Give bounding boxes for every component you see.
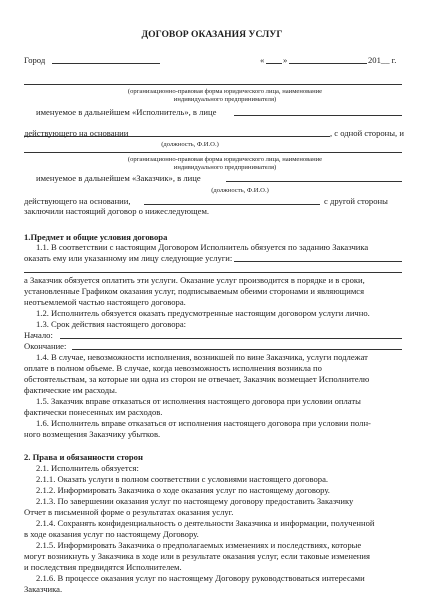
- party2-named-as: именуемое в дальнейшем «Заказчик», в лице: [36, 173, 201, 183]
- services-blank: [234, 261, 402, 262]
- services-blank-2: [24, 272, 402, 273]
- party1-rep-blank: [234, 115, 402, 116]
- section1-heading: 1.Предмет и общие условия договора: [24, 232, 168, 242]
- section2-line: 2.1.1. Оказать услуги в полном соответствии с условиями настоящего договора.: [36, 474, 329, 484]
- section1-line: фактически понесенных им расходов.: [24, 407, 163, 417]
- party1-side: , с одной стороны, и: [330, 128, 404, 138]
- party1-name-blank: [24, 84, 402, 85]
- section1-line: 1.3. Срок действия настоящего договора:: [36, 319, 187, 329]
- party2-acting-on: действующего на основании,: [24, 196, 131, 206]
- term-end-blank: [72, 349, 402, 350]
- party2-side: с другой стороны: [324, 196, 388, 206]
- party2-caption-b: индивидуального предпринимателя): [173, 164, 277, 171]
- section1-line: обстоятельствам, за которые ни одна из сторон не отвечает, Заказчик возмещает Исполнителю: [24, 374, 370, 384]
- section2-heading: 2. Права и обязанности сторон: [24, 452, 143, 462]
- party1-acting-on: действующего на основании: [24, 128, 129, 138]
- section2-line: 2.1.2. Информировать Заказчика о ходе оказания услуг по настоящему договору.: [36, 485, 330, 495]
- city-blank: [52, 63, 160, 64]
- term-start-blank: [60, 338, 402, 339]
- party1-caption-a: (организационно-правовая форма юридического лица, наименование: [127, 88, 323, 95]
- section2-line: 2.1. Исполнитель обязуется:: [36, 463, 139, 473]
- section2-line: 2.1.4. Сохранять конфиденциальность о деятельности Заказчика и информации, полученной: [36, 518, 375, 528]
- section1-line: 1.1. В соответствии с настоящим Договором Исполнитель обязуется по заданию Заказчика: [36, 242, 369, 252]
- section2-line: 2.1.6. В процессе оказания услуг по настоящему Договору руководствоваться интересами: [36, 573, 365, 583]
- section1-line: оплате в полном объеме. В случае, когда невозможность исполнения возникла по: [24, 363, 322, 373]
- party2-name-blank: [24, 152, 402, 153]
- section2-line: и последствия предвидятся Исполнителем.: [24, 562, 182, 572]
- date-close-quote: »: [283, 55, 288, 65]
- party1-position-caption: (должность, Ф.И.О.): [161, 141, 219, 148]
- section1-line: 1.2. Исполнитель обязуется оказать предусмотренные настоящим договором услуги лично.: [36, 308, 370, 318]
- term-end-label: Окончание:: [24, 341, 67, 351]
- document-title: ДОГОВОР ОКАЗАНИЯ УСЛУГ: [141, 29, 283, 40]
- section1-line: 1.6. Исполнитель вправе отказаться от исполнения настоящего договора при условии полн-: [36, 418, 371, 428]
- date-open-quote: «: [260, 55, 265, 65]
- party2-concluded: заключили настоящий договор о нижеследующем.: [24, 206, 210, 216]
- party1-named-as: именуемое в дальнейшем «Исполнитель», в лице: [36, 107, 217, 117]
- section2-line: Заказчика.: [24, 584, 63, 594]
- section1-line: 1.4. В случае, невозможности исполнения, возникшей по вине Заказчика, услуги подлежат: [36, 352, 368, 362]
- month-blank: [289, 63, 367, 64]
- section1-line: ного возмещения Заказчику убытков.: [24, 429, 161, 439]
- section2-line: 2.1.5. Информировать Заказчика о предполагаемых изменениях и последствиях, которые: [36, 540, 362, 550]
- party2-rep-blank: [226, 181, 402, 182]
- section1-line: установленные Графиком оказания услуг, подписываемым обеими сторонами и являющимся: [24, 286, 365, 296]
- section2-line: Отчет в письменной форме о результатах оказания услуг.: [24, 507, 234, 517]
- city-label: Город: [24, 55, 46, 65]
- section1-line: а Заказчик обязуется оплатить эти услуги. Оказание услуг производится в порядке и в сроки,: [24, 275, 365, 285]
- section1-line: неотъемлемой частью настоящего договора.: [24, 297, 186, 307]
- day-blank: [266, 63, 282, 64]
- party2-basis-blank: [144, 204, 320, 205]
- year-suffix: 201__ г.: [368, 55, 397, 65]
- section1-line: фактические им расходы.: [24, 385, 118, 395]
- party2-caption-a: (организационно-правовая форма юридического лица, наименование: [127, 156, 323, 163]
- section1-line: 1.5. Заказчик вправе отказаться от исполнения настоящего договора при условии оплаты: [36, 396, 361, 406]
- section2-line: 2.1.3. По завершении оказания услуг по настоящему договору предоставить Заказчику: [36, 496, 354, 506]
- section2-line: в ходе оказания услуг по настоящему Договору.: [24, 529, 199, 539]
- party2-position-caption: (должность, Ф.И.О.): [211, 187, 269, 194]
- term-start-label: Начало:: [24, 330, 53, 340]
- section1-line: оказать ему или указанному им лицу следующие услуги:: [24, 253, 233, 263]
- party1-basis-blank: [144, 136, 330, 137]
- section2-line: могут возникнуть у Заказчика в ходе или в результате оказания услуг, если таковые изменения: [24, 551, 370, 561]
- party1-caption-b: индивидуального предпринимателя): [173, 96, 277, 103]
